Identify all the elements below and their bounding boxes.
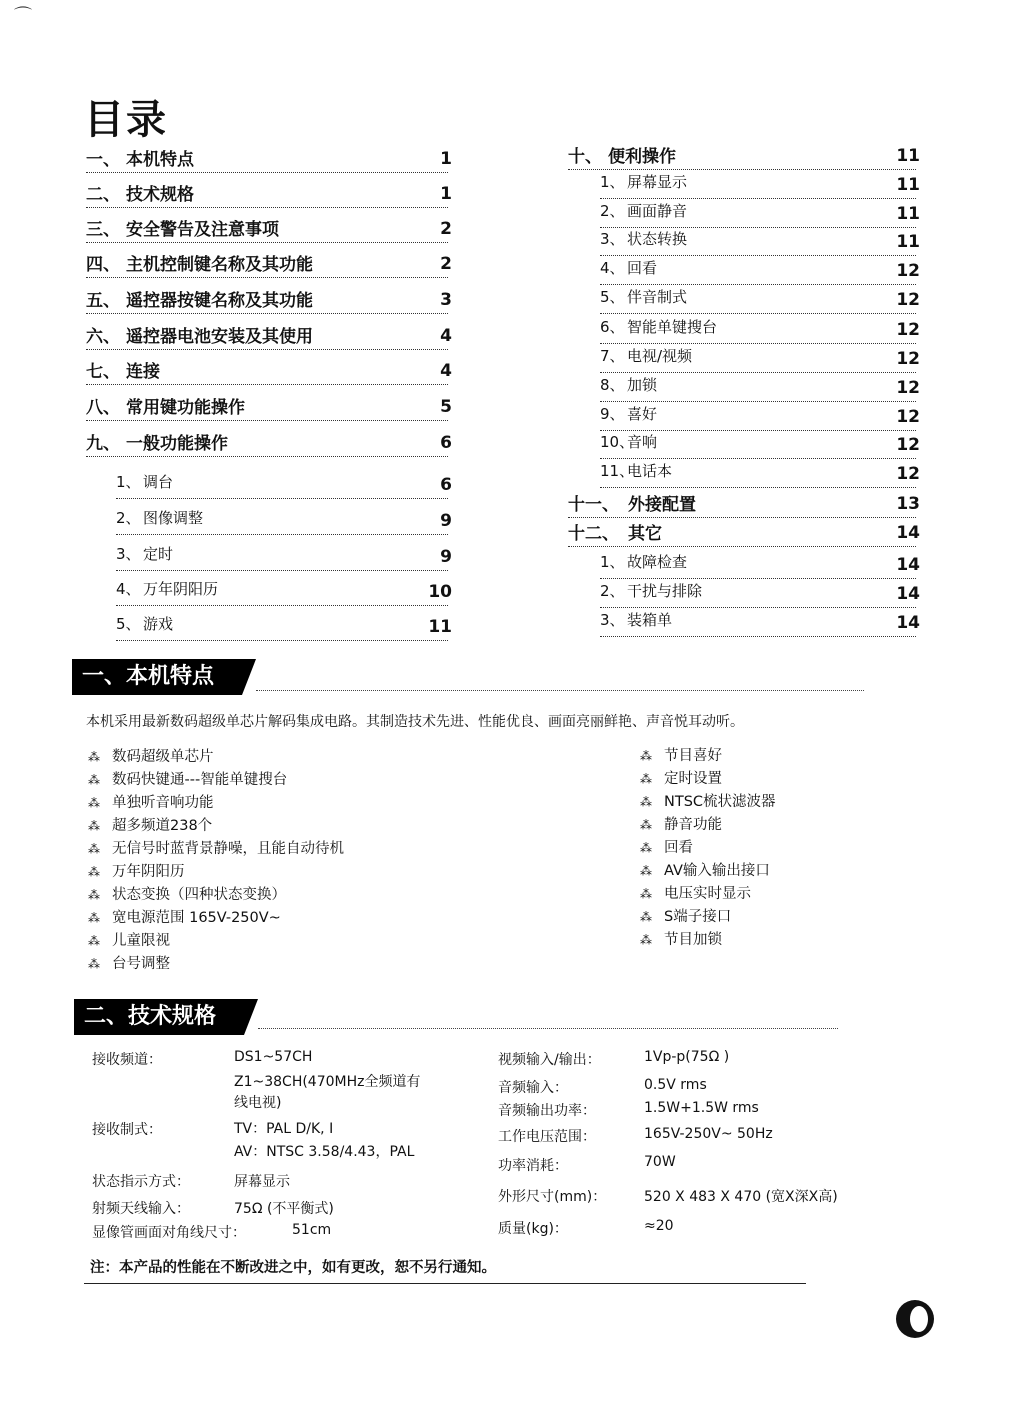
spec-value: 165V-250V~ 50Hz xyxy=(644,1126,773,1142)
spec-label: 接收制式： xyxy=(92,1122,162,1138)
spec-value: 1.5W+1.5W rms xyxy=(644,1100,759,1116)
toc-entry-number: 二、 xyxy=(86,185,120,205)
feature-item: ⁂ S端子接口 xyxy=(640,909,732,925)
toc-entry-number: 1、 xyxy=(116,473,141,491)
toc-subentry[interactable] xyxy=(600,431,920,459)
toc-entry[interactable] xyxy=(568,142,920,170)
spec-value: 线电视) xyxy=(234,1095,282,1111)
toc-entry-number: 4、 xyxy=(116,580,141,598)
bullet-icon: ⁂ xyxy=(640,818,652,832)
toc-entry-label: 图像调整 xyxy=(143,509,204,527)
section-heading-specs: 二、技术规格 xyxy=(74,999,244,1035)
toc-entry-label: 加锁 xyxy=(627,376,658,394)
feature-item: ⁂ 回看 xyxy=(640,840,693,856)
bullet-icon: ⁂ xyxy=(88,934,100,948)
toc-entry[interactable] xyxy=(86,286,452,314)
toc-entry[interactable] xyxy=(568,490,920,518)
toc-entry-page: 14 xyxy=(896,555,920,575)
toc-entry-label: 常用键功能操作 xyxy=(126,398,245,418)
feature-item: ⁂ 定时设置 xyxy=(640,771,722,787)
bullet-icon: ⁂ xyxy=(88,819,100,833)
spec-value: 1Vp-p(75Ω ) xyxy=(644,1049,730,1065)
toc-entry-page: 12 xyxy=(896,290,920,310)
toc-entry-number: 5、 xyxy=(600,288,625,306)
toc-entry-number: 五、 xyxy=(86,291,120,311)
toc-entry-label: 安全警告及注意事项 xyxy=(126,220,279,240)
feature-item: ⁂ 台号调整 xyxy=(88,956,170,972)
toc-entry-number: 4、 xyxy=(600,259,625,277)
bullet-icon: ⁂ xyxy=(640,910,652,924)
toc-subentry[interactable] xyxy=(116,613,452,641)
spec-label: 质量(kg)： xyxy=(498,1221,568,1237)
bullet-icon: ⁂ xyxy=(88,842,100,856)
spec-label: 外形尺寸(mm)： xyxy=(498,1189,607,1205)
toc-entry-label: 便利操作 xyxy=(608,147,676,167)
toc-subentry[interactable] xyxy=(116,507,452,535)
toc-entry-number: 十、 xyxy=(568,147,602,167)
toc-entry-number: 三、 xyxy=(86,220,120,240)
toc-entry-number: 11、 xyxy=(600,462,635,480)
toc-subentry[interactable] xyxy=(600,228,920,256)
toc-subentry[interactable] xyxy=(600,286,920,314)
spec-value: 70W xyxy=(644,1154,676,1170)
bullet-icon: ⁂ xyxy=(88,888,100,902)
toc-subentry[interactable] xyxy=(600,460,920,488)
toc-entry-label: 回看 xyxy=(627,259,658,277)
toc-entry-page: 11 xyxy=(896,175,920,195)
feature-item: ⁂ 电压实时显示 xyxy=(640,886,751,902)
toc-entry-number: 9、 xyxy=(600,405,625,423)
features-intro: 本机采用最新数码超级单芯片解码集成电路。其制造技术先进、性能优良、画面亮丽鲜艳、声音悦耳动听。 xyxy=(86,714,744,730)
spec-value: 51cm xyxy=(292,1222,332,1238)
spec-label: 状态指示方式： xyxy=(92,1174,190,1190)
feature-item: ⁂ AV输入输出接口 xyxy=(640,863,770,879)
toc-entry-number: 一、 xyxy=(86,150,120,170)
toc-entry-label: 外接配置 xyxy=(628,495,696,515)
feature-item: ⁂ 数码超级单芯片 xyxy=(88,749,214,765)
spec-label: 音频输入： xyxy=(498,1080,568,1096)
toc-entry-number: 九、 xyxy=(86,434,120,454)
toc-entry-number: 十二、 xyxy=(568,524,619,544)
feature-item: ⁂ 超多频道238个 xyxy=(88,818,213,834)
toc-entry[interactable] xyxy=(86,145,452,173)
spec-value: AV：NTSC 3.58/4.43，PAL xyxy=(234,1144,415,1160)
toc-entry-number: 3、 xyxy=(116,545,141,563)
toc-subentry[interactable] xyxy=(600,257,920,285)
toc-entry-number: 1、 xyxy=(600,553,625,571)
spec-label: 音频输出功率： xyxy=(498,1103,596,1119)
toc-entry-label: 状态转换 xyxy=(627,230,688,248)
toc-entry-label: 伴音制式 xyxy=(627,288,688,306)
toc-entry-page: 6 xyxy=(440,475,452,495)
feature-item: ⁂ 无信号时蓝背景静噪，且能自动待机 xyxy=(88,841,344,857)
toc-entry-number: 10、 xyxy=(600,433,635,451)
toc-entry-page: 1 xyxy=(440,149,452,169)
toc-entry[interactable] xyxy=(86,215,452,243)
toc-entry-page: 11 xyxy=(428,617,452,637)
toc-entry-label: 智能单键搜台 xyxy=(627,318,718,336)
toc-subentry[interactable] xyxy=(600,374,920,402)
toc-entry-label: 遥控器按键名称及其功能 xyxy=(126,291,313,311)
toc-entry-page: 12 xyxy=(896,378,920,398)
toc-entry-label: 一般功能操作 xyxy=(126,434,228,454)
toc-entry-label: 装箱单 xyxy=(627,611,673,629)
bullet-icon: ⁂ xyxy=(640,887,652,901)
toc-entry-page: 2 xyxy=(440,219,452,239)
toc-entry-number: 6、 xyxy=(600,318,625,336)
toc-title: 目录 xyxy=(84,97,168,143)
spec-label: 功率消耗： xyxy=(498,1158,568,1174)
spec-value: TV：PAL D/K, I xyxy=(234,1121,334,1137)
section-heading-features: 一、本机特点 xyxy=(72,659,242,695)
feature-item: ⁂ NTSC梳状滤波器 xyxy=(640,794,776,810)
divider xyxy=(256,690,864,691)
feature-item: ⁂ 宽电源范围 165V-250V~ xyxy=(88,910,281,926)
toc-entry-label: 屏幕显示 xyxy=(627,173,688,191)
feature-item: ⁂ 静音功能 xyxy=(640,817,722,833)
toc-entry-page: 13 xyxy=(896,494,920,514)
toc-entry-page: 11 xyxy=(896,204,920,224)
toc-entry-number: 六、 xyxy=(86,327,120,347)
spec-label: 显像管画面对角线尺寸： xyxy=(92,1225,246,1241)
toc-entry-page: 12 xyxy=(896,320,920,340)
toc-subentry[interactable] xyxy=(116,543,452,571)
bullet-icon: ⁂ xyxy=(88,773,100,787)
bullet-icon: ⁂ xyxy=(88,750,100,764)
spec-label: 视频输入/输出： xyxy=(498,1052,601,1068)
toc-entry-label: 喜好 xyxy=(627,405,658,423)
bullet-icon: ⁂ xyxy=(88,957,100,971)
toc-entry-page: 12 xyxy=(896,261,920,281)
divider xyxy=(84,1283,806,1284)
toc-subentry[interactable] xyxy=(600,345,920,373)
toc-entry[interactable] xyxy=(86,393,452,421)
spec-value: 520 X 483 X 470 (宽X深X高) xyxy=(644,1189,838,1205)
toc-entry-page: 12 xyxy=(896,407,920,427)
toc-entry-page: 9 xyxy=(440,547,452,567)
toc-entry-label: 游戏 xyxy=(143,615,174,633)
toc-entry-page: 11 xyxy=(896,232,920,252)
bullet-icon: ⁂ xyxy=(640,772,652,786)
toc-entry-label: 调台 xyxy=(143,473,174,491)
toc-entry-number: 8、 xyxy=(600,376,625,394)
toc-entry-label: 电视/视频 xyxy=(627,347,693,365)
bullet-icon: ⁂ xyxy=(88,796,100,810)
bullet-icon: ⁂ xyxy=(640,864,652,878)
toc-entry[interactable] xyxy=(86,322,452,350)
toc-entry[interactable] xyxy=(86,357,452,385)
spec-value: 0.5V rms xyxy=(644,1077,707,1093)
toc-entry-number: 八、 xyxy=(86,398,120,418)
toc-entry-page: 14 xyxy=(896,523,920,543)
bullet-icon: ⁂ xyxy=(640,749,652,763)
toc-entry[interactable] xyxy=(86,250,452,278)
toc-subentry[interactable] xyxy=(600,609,920,637)
spec-value: Z1~38CH(470MHz全频道有 xyxy=(234,1074,421,1090)
brand-logo-icon xyxy=(896,1300,934,1338)
toc-entry-label: 技术规格 xyxy=(126,185,194,205)
toc-entry-label: 电话本 xyxy=(627,462,673,480)
bullet-icon: ⁂ xyxy=(640,841,652,855)
toc-entry-page: 12 xyxy=(896,435,920,455)
toc-entry-page: 10 xyxy=(428,582,452,602)
toc-entry-page: 9 xyxy=(440,511,452,531)
toc-entry-page: 14 xyxy=(896,584,920,604)
spec-label: 接收频道： xyxy=(92,1052,162,1068)
toc-entry-label: 定时 xyxy=(143,545,174,563)
toc-subentry[interactable] xyxy=(600,403,920,431)
toc-subentry[interactable] xyxy=(600,580,920,608)
toc-subentry[interactable] xyxy=(116,578,452,606)
feature-item: ⁂ 节目加锁 xyxy=(640,932,722,948)
toc-entry-number: 2、 xyxy=(116,509,141,527)
feature-item: ⁂ 万年阴阳历 xyxy=(88,864,185,880)
toc-entry-label: 画面静音 xyxy=(627,202,688,220)
toc-entry-number: 2、 xyxy=(600,582,625,600)
toc-entry-label: 其它 xyxy=(628,524,662,544)
toc-entry-page: 6 xyxy=(440,433,452,453)
spec-value: DS1~57CH xyxy=(234,1049,313,1065)
toc-entry-page: 4 xyxy=(440,326,452,346)
toc-entry-page: 12 xyxy=(896,349,920,369)
spec-label: 射频天线输入： xyxy=(92,1201,190,1217)
toc-entry[interactable] xyxy=(568,519,920,547)
divider xyxy=(258,1028,838,1029)
toc-entry-page: 4 xyxy=(440,361,452,381)
bullet-icon: ⁂ xyxy=(640,933,652,947)
note: 注：本产品的性能在不断改进之中，如有更改，恕不另行通知。 xyxy=(90,1260,496,1276)
toc-entry[interactable] xyxy=(86,180,452,208)
toc-entry-number: 2、 xyxy=(600,202,625,220)
toc-subentry[interactable] xyxy=(600,200,920,228)
toc-entry-number: 3、 xyxy=(600,230,625,248)
scan-mark: ⌒ xyxy=(14,6,32,27)
toc-entry-number: 七、 xyxy=(86,362,120,382)
toc-entry-label: 连接 xyxy=(126,362,160,382)
spec-value: 75Ω (不平衡式) xyxy=(234,1201,334,1217)
toc-entry-number: 1、 xyxy=(600,173,625,191)
toc-entry-label: 主机控制键名称及其功能 xyxy=(126,255,313,275)
feature-item: ⁂ 数码快键通---智能单键搜台 xyxy=(88,772,288,788)
toc-entry-label: 本机特点 xyxy=(126,150,194,170)
toc-subentry[interactable] xyxy=(600,316,920,344)
bullet-icon: ⁂ xyxy=(88,865,100,879)
toc-entry-number: 四、 xyxy=(86,255,120,275)
toc-entry-number: 3、 xyxy=(600,611,625,629)
toc-entry-label: 音响 xyxy=(627,433,658,451)
toc-entry-page: 3 xyxy=(440,290,452,310)
toc-entry[interactable] xyxy=(86,429,452,457)
toc-entry-number: 十一、 xyxy=(568,495,619,515)
spec-label: 工作电压范围： xyxy=(498,1129,596,1145)
toc-entry-label: 故障检查 xyxy=(627,553,688,571)
toc-subentry[interactable] xyxy=(116,471,452,499)
feature-item: ⁂ 单独听音响功能 xyxy=(88,795,214,811)
toc-entry-label: 干扰与排除 xyxy=(627,582,703,600)
toc-entry-label: 遥控器电池安装及其使用 xyxy=(126,327,313,347)
toc-subentry[interactable] xyxy=(600,171,920,199)
feature-item: ⁂ 节目喜好 xyxy=(640,748,722,764)
toc-entry-page: 11 xyxy=(896,146,920,166)
toc-subentry[interactable] xyxy=(600,551,920,579)
spec-value: 屏幕显示 xyxy=(234,1174,290,1190)
toc-entry-page: 12 xyxy=(896,464,920,484)
bullet-icon: ⁂ xyxy=(640,795,652,809)
toc-entry-number: 7、 xyxy=(600,347,625,365)
feature-item: ⁂ 儿童限视 xyxy=(88,933,170,949)
toc-entry-page: 5 xyxy=(440,397,452,417)
toc-entry-number: 5、 xyxy=(116,615,141,633)
toc-entry-page: 2 xyxy=(440,254,452,274)
toc-entry-label: 万年阴阳历 xyxy=(143,580,219,598)
bullet-icon: ⁂ xyxy=(88,911,100,925)
feature-item: ⁂ 状态变换（四种状态变换） xyxy=(88,887,286,903)
spec-value: ≈20 xyxy=(644,1218,674,1234)
toc-entry-page: 14 xyxy=(896,613,920,633)
toc-entry-page: 1 xyxy=(440,184,452,204)
